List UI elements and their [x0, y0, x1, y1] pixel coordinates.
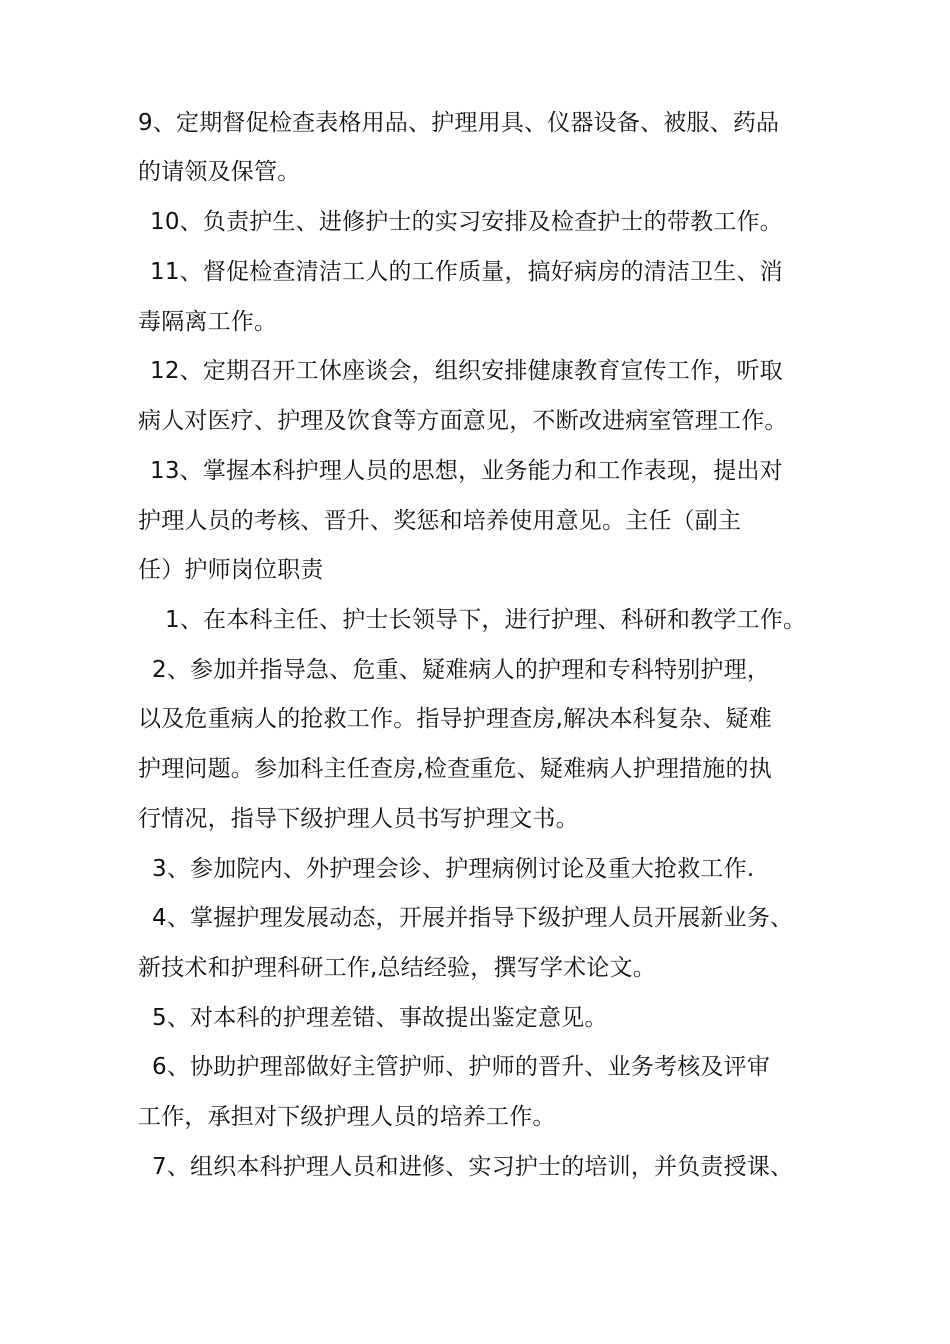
text-line: 以及危重病人的抢救工作。指导护理查房,解决本科复杂、疑难	[138, 706, 772, 732]
text-line: 工作，承担对下级护理人员的培养工作。	[138, 1104, 556, 1130]
text-line: 毒隔离工作。	[138, 309, 278, 335]
text-line: 10、负责护生、进修护士的实习安排及检查护士的带教工作。	[150, 209, 783, 235]
text-line: 护理问题。参加科主任查房,检查重危、疑难病人护理措施的执	[138, 756, 772, 782]
text-line: 5、对本科的护理差错、事故提出鉴定意见。	[152, 1005, 608, 1031]
text-line: 护理人员的考核、晋升、奖惩和培养使用意见。主任（副主	[138, 508, 742, 534]
text-line: 9、定期督促检查表格用品、护理用具、仪器设备、被服、药品	[138, 110, 780, 136]
text-line: 4、掌握护理发展动态，开展并指导下级护理人员开展新业务、	[152, 905, 794, 931]
text-line: 行情况，指导下级护理人员书写护理文书。	[138, 806, 579, 832]
text-line: 6、协助护理部做好主管护师、护师的晋升、业务考核及评审	[152, 1054, 771, 1080]
text-line: 2、参加并指导急、危重、疑难病人的护理和专科特别护理，	[152, 657, 771, 683]
text-line: 12、定期召开工休座谈会，组织安排健康教育宣传工作，听取	[150, 358, 783, 384]
text-line: 13、掌握本科护理人员的思想，业务能力和工作表现，提出对	[150, 458, 783, 484]
text-line: 11、督促检查清洁工人的工作质量，搞好病房的清洁卫生、消	[150, 259, 783, 285]
text-line: 新技术和护理科研工作,总结经验，撰写学术论文。	[138, 955, 656, 981]
text-line: 任）护师岗位职责	[138, 557, 324, 583]
text-line: 1、在本科主任、护士长领导下，进行护理、科研和教学工作。	[165, 607, 807, 633]
text-line: 7、组织本科护理人员和进修、实习护士的培训，并负责授课、	[152, 1154, 794, 1180]
text-line: 病人对医疗、护理及饮食等方面意见，不断改进病室管理工作。	[138, 408, 788, 434]
text-line: 的请领及保管。	[138, 159, 301, 185]
text-line: 3、参加院内、外护理会诊、护理病例讨论及重大抢救工作.	[152, 856, 755, 882]
